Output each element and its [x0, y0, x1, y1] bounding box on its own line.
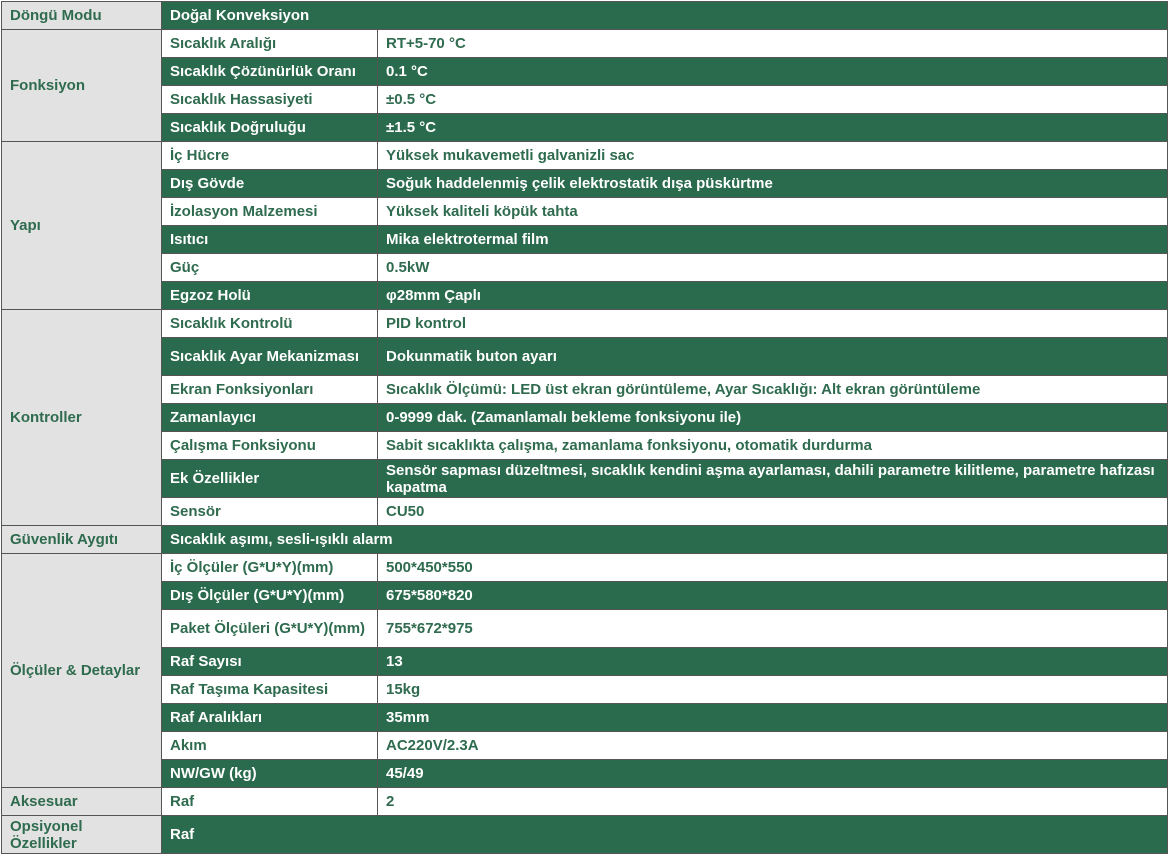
spec-key: Zamanlayıcı — [162, 404, 378, 432]
group-label: Opsiyonel Özellikler — [2, 816, 162, 854]
spec-key: Raf Taşıma Kapasitesi — [162, 676, 378, 704]
group-label: Kontroller — [2, 310, 162, 526]
table-row — [2, 170, 1168, 198]
spec-value: Sensör sapması düzeltmesi, sıcaklık kendini aşma ayarlaması, dahili parametre kilitleme, parametre hafızası kapatma — [378, 460, 1168, 498]
spec-key: İç Hücre — [162, 142, 378, 170]
group-label: Fonksiyon — [2, 30, 162, 142]
table-row — [2, 58, 1168, 86]
group-label: Döngü Modu — [2, 2, 162, 30]
spec-key: Raf — [162, 788, 378, 816]
table-row — [2, 676, 1168, 704]
table-row — [2, 582, 1168, 610]
table-row — [2, 338, 1168, 376]
spec-key: Raf Sayısı — [162, 648, 378, 676]
table-row — [2, 554, 1168, 582]
spec-key: Sıcaklık Doğruluğu — [162, 114, 378, 142]
spec-key: Akım — [162, 732, 378, 760]
spec-value: CU50 — [378, 498, 1168, 526]
spec-value: 45/49 — [378, 760, 1168, 788]
spec-value: Yüksek kaliteli köpük tahta — [378, 198, 1168, 226]
spec-key: Raf Aralıkları — [162, 704, 378, 732]
spec-value: 0-9999 dak. (Zamanlamalı bekleme fonksiyonu ile) — [378, 404, 1168, 432]
group-label: Aksesuar — [2, 788, 162, 816]
spec-value: Soğuk haddelenmiş çelik elektrostatik dışa püskürtme — [378, 170, 1168, 198]
spec-key: Sıcaklık Kontrolü — [162, 310, 378, 338]
table-row — [2, 376, 1168, 404]
spec-value: Yüksek mukavemetli galvanizli sac — [378, 142, 1168, 170]
spec-value: 15kg — [378, 676, 1168, 704]
table-row — [2, 732, 1168, 760]
table-row — [2, 404, 1168, 432]
spec-key: Dış Gövde — [162, 170, 378, 198]
table-row — [2, 30, 1168, 58]
table-row — [2, 310, 1168, 338]
spec-key: Paket Ölçüleri (G*U*Y)(mm) — [162, 610, 378, 648]
table-row — [2, 282, 1168, 310]
table-row — [2, 460, 1168, 498]
row-dongu-modu — [2, 2, 1168, 30]
spec-value: RT+5-70 °C — [378, 30, 1168, 58]
row-opsiyonel-ozellikler — [2, 816, 1168, 854]
spec-key: Sıcaklık Çözünürlük Oranı — [162, 58, 378, 86]
table-row — [2, 432, 1168, 460]
spec-value: 675*580*820 — [378, 582, 1168, 610]
spec-key: Isıtıcı — [162, 226, 378, 254]
group-label: Yapı — [2, 142, 162, 310]
table-row — [2, 114, 1168, 142]
table-row — [2, 226, 1168, 254]
spec-value: PID kontrol — [378, 310, 1168, 338]
spec-key: Dış Ölçüler (G*U*Y)(mm) — [162, 582, 378, 610]
row-guvenlik-aygiti — [2, 526, 1168, 554]
spec-value: ±1.5 °C — [378, 114, 1168, 142]
spec-table — [1, 1, 1168, 854]
group-value: Raf — [162, 816, 1168, 854]
spec-key: Güç — [162, 254, 378, 282]
spec-key: İzolasyon Malzemesi — [162, 198, 378, 226]
spec-value: 35mm — [378, 704, 1168, 732]
table-row — [2, 498, 1168, 526]
group-label: Ölçüler & Detaylar — [2, 554, 162, 788]
group-value: Sıcaklık aşımı, sesli-ışıklı alarm — [162, 526, 1168, 554]
spec-value: Dokunmatik buton ayarı — [378, 338, 1168, 376]
table-row — [2, 198, 1168, 226]
spec-value: AC220V/2.3A — [378, 732, 1168, 760]
spec-value: Sabit sıcaklıkta çalışma, zamanlama fonksiyonu, otomatik durdurma — [378, 432, 1168, 460]
spec-key: Ekran Fonksiyonları — [162, 376, 378, 404]
table-row — [2, 254, 1168, 282]
spec-key: Ek Özellikler — [162, 460, 378, 498]
spec-key: Sıcaklık Hassasiyeti — [162, 86, 378, 114]
table-row — [2, 86, 1168, 114]
table-row — [2, 704, 1168, 732]
spec-value: 755*672*975 — [378, 610, 1168, 648]
spec-key: Sensör — [162, 498, 378, 526]
group-value: Doğal Konveksiyon — [162, 2, 1168, 30]
spec-key: Çalışma Fonksiyonu — [162, 432, 378, 460]
spec-key: Sıcaklık Aralığı — [162, 30, 378, 58]
spec-value: φ28mm Çaplı — [378, 282, 1168, 310]
spec-key: İç Ölçüler (G*U*Y)(mm) — [162, 554, 378, 582]
spec-key: Sıcaklık Ayar Mekanizması — [162, 338, 378, 376]
spec-value: 500*450*550 — [378, 554, 1168, 582]
spec-value: Sıcaklık Ölçümü: LED üst ekran görüntüleme, Ayar Sıcaklığı: Alt ekran görüntüleme — [378, 376, 1168, 404]
spec-value: 0.5kW — [378, 254, 1168, 282]
spec-key: NW/GW (kg) — [162, 760, 378, 788]
group-label: Güvenlik Aygıtı — [2, 526, 162, 554]
spec-value: 13 — [378, 648, 1168, 676]
spec-value: Mika elektrotermal film — [378, 226, 1168, 254]
spec-value: ±0.5 °C — [378, 86, 1168, 114]
table-row — [2, 760, 1168, 788]
spec-value: 2 — [378, 788, 1168, 816]
spec-value: 0.1 °C — [378, 58, 1168, 86]
table-row — [2, 142, 1168, 170]
table-row — [2, 788, 1168, 816]
spec-key: Egzoz Holü — [162, 282, 378, 310]
table-row — [2, 610, 1168, 648]
table-row — [2, 648, 1168, 676]
